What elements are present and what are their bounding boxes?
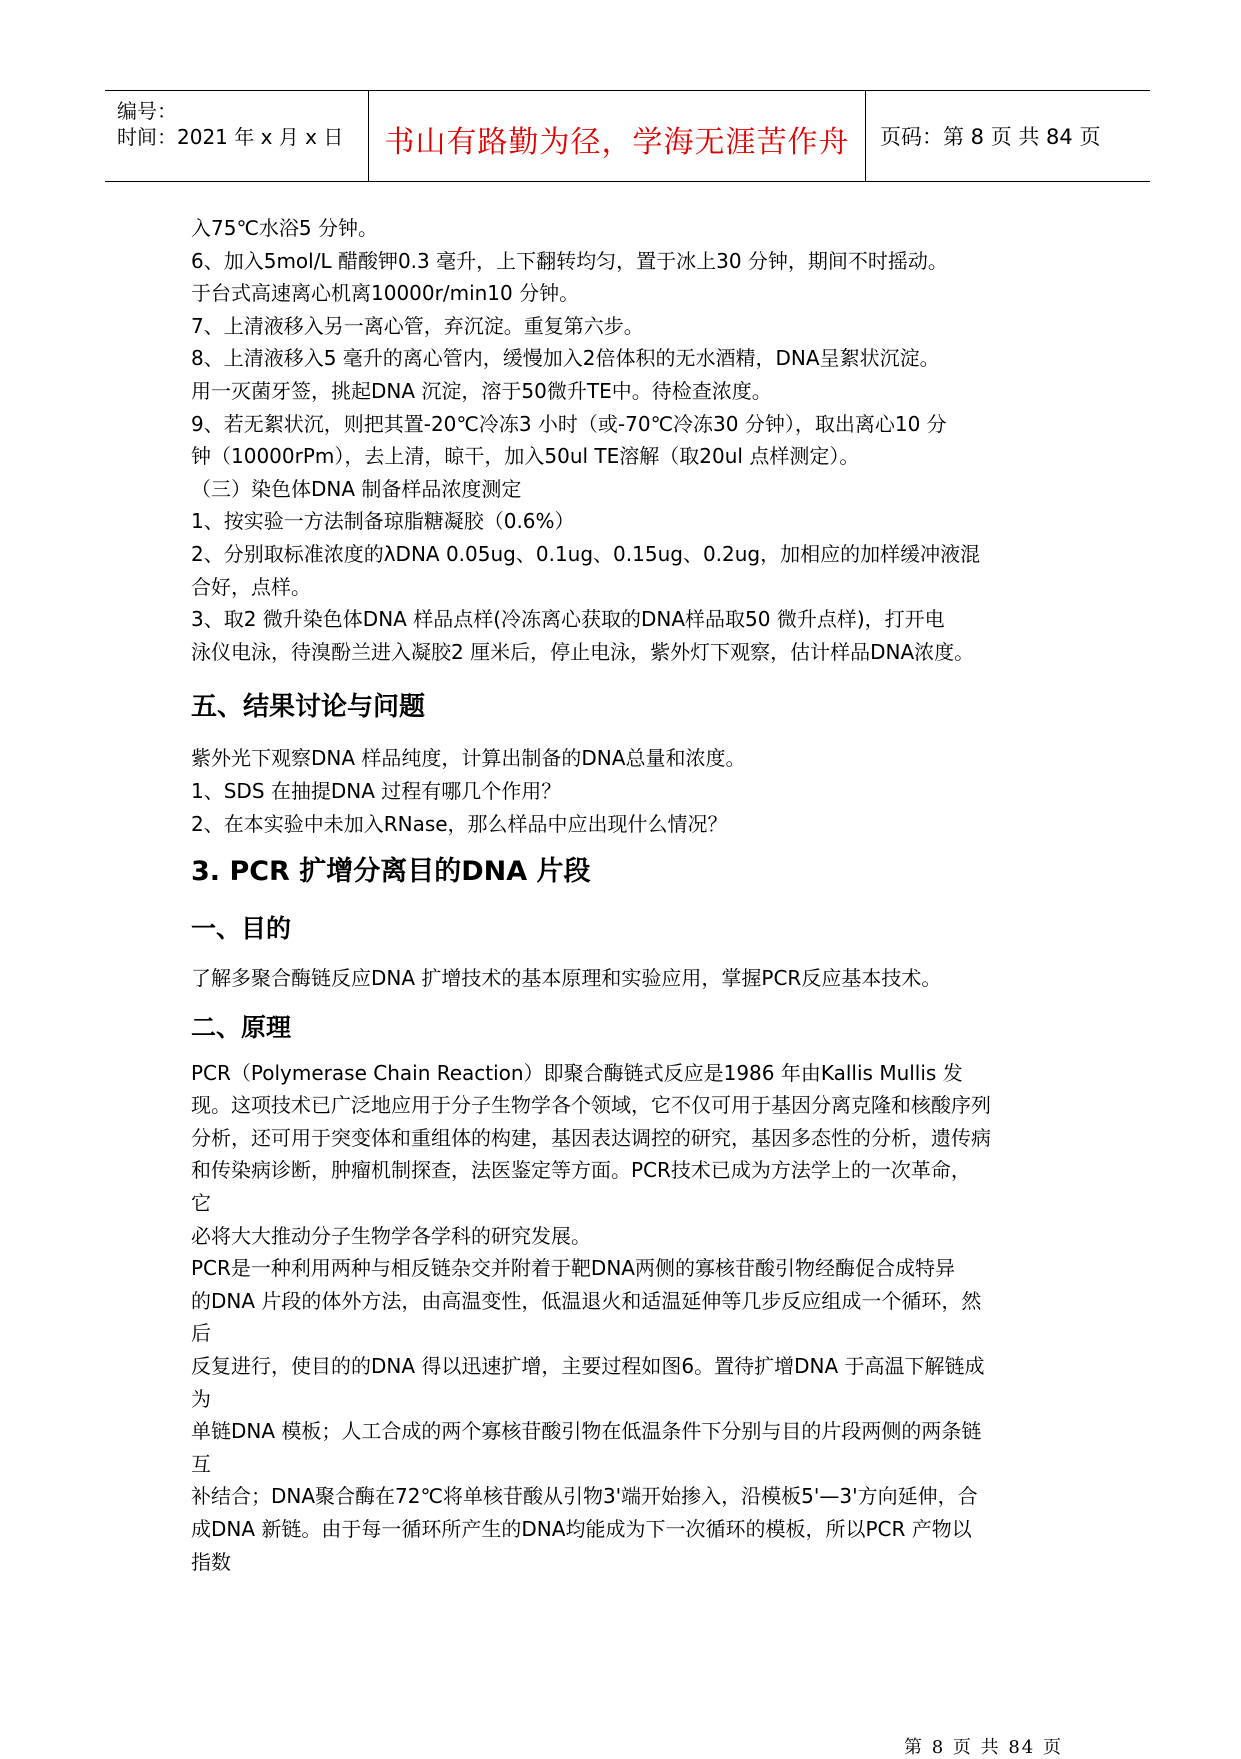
heading-principle: 二、原理 xyxy=(191,1012,292,1042)
page-header xyxy=(105,90,1150,182)
text-line: 1、按实验一方法制备琼脂糖凝胶（0.6%） xyxy=(191,509,575,534)
text-line: 2、在本实验中未加入RNase，那么样品中应出现什么情况？ xyxy=(191,811,728,836)
text-line: 的DNA 片段的体外方法，由高温变性，低温退火和适温延伸等几步反应组成一个循环，然 xyxy=(191,1288,982,1313)
text-line: 必将大大推动分子生物学各学科的研究发展。 xyxy=(191,1223,591,1248)
text-line: 8、上清液移入5 毫升的离心管内，缓慢加入2倍体积的无水酒精，DNA呈絮状沉淀。 xyxy=(191,346,940,371)
paragraph-block-top xyxy=(191,212,1061,668)
text-line: 入75℃水浴5 分钟。 xyxy=(191,216,378,240)
text-line: 9、若无絮状沉，则把其置-20℃冷冻3 小时（或-70℃冷冻30 分钟），取出离心10 分 xyxy=(191,411,947,436)
text-line: 反复进行，使目的的DNA 得以迅速扩增，主要过程如图6。置待扩增DNA 于高温下解链成 xyxy=(191,1354,985,1379)
text-line: 指数 xyxy=(191,1549,231,1574)
text-line: 于台式高速离心机离10000r/min10 分钟。 xyxy=(191,281,580,306)
text-line: 7、上清液移入另一离心管，弃沉淀。重复第六步。 xyxy=(191,313,644,338)
text-line: 3、取2 微升染色体DNA 样品点样(冷冻离心获取的DNA样品取50 微升点样)，打开电 xyxy=(191,607,945,632)
text-line: 它 xyxy=(191,1191,211,1216)
motto-text: 书山有路勤为径，学海无涯苦作舟 xyxy=(384,125,850,160)
paragraph-block-principle xyxy=(191,1057,1061,1579)
text-line: 成DNA 新链。由于每一循环所产生的DNA均能成为下一次循环的模板，所以PCR 产物以 xyxy=(191,1517,972,1541)
heading-goal: 一、目的 xyxy=(191,914,292,944)
text-line: （三）染色体DNA 制备样品浓度测定 xyxy=(191,476,522,501)
text-line: 1、SDS 在抽提DNA 过程有哪几个作用？ xyxy=(191,778,562,803)
text-line: 合好，点样。 xyxy=(191,574,311,599)
section-title: 3. PCR 扩增分离目的DNA 片段 xyxy=(191,856,591,888)
paragraph-block-goal xyxy=(191,962,1061,995)
text-line: PCR是一种利用两种与相反链杂交并附着于靶DNA两侧的寡核苷酸引物经酶促合成特异 xyxy=(191,1256,955,1281)
text-line: 补结合；DNA聚合酶在72℃将单核苷酸从引物3'端开始掺入，沿模板5'—3'方向延伸，合 xyxy=(191,1484,978,1509)
text-line: 钟（10000rPm），去上清，晾干，加入50ul TE溶解（取20ul 点样测定）。 xyxy=(191,444,860,469)
heading-results-discussion: 五、结果讨论与问题 xyxy=(191,692,426,723)
time-label: 时间：2021 年 x 月 x 日 xyxy=(117,125,344,149)
text-line: 和传染病诊断，肿瘤机制探查，法医鉴定等方面。PCR技术已成为方法学上的一次革命， xyxy=(191,1158,971,1183)
text-line: 为 xyxy=(191,1386,211,1411)
text-line: 用一灭菌牙签，挑起DNA 沉淀，溶于50微升TE中。待检查浓度。 xyxy=(191,378,772,403)
header-meta-cell xyxy=(105,91,369,181)
text-line: 泳仪电泳，待溴酚兰进入凝胶2 厘米后，停止电泳，紫外灯下观察，估计样品DNA浓度。 xyxy=(191,639,975,664)
text-line: 2、分别取标准浓度的λDNA 0.05ug、0.1ug、0.15ug、0.2ug，加相应的加样缓冲液混 xyxy=(191,541,981,566)
text-line: 后 xyxy=(191,1321,211,1346)
text-line: 单链DNA 模板；人工合成的两个寡核苷酸引物在低温条件下分别与目的片段两侧的两条链 xyxy=(191,1419,982,1444)
text-line: 现。这项技术已广泛地应用于分子生物学各个领域，它不仅可用于基因分离克隆和核酸序列 xyxy=(191,1093,991,1118)
text-line: 分析，还可用于突变体和重组体的构建，基因表达调控的研究，基因多态性的分析，遗传病 xyxy=(191,1125,991,1150)
text-line: PCR（Polymerase Chain Reaction）即聚合酶链式反应是1986 年由Kallis Mullis 发 xyxy=(191,1060,963,1085)
text-line: 6、加入5mol/L 醋酸钾0.3 毫升，上下翻转均匀，置于冰上30 分钟，期间不时摇动。 xyxy=(191,248,948,273)
page-info: 页码：第 8 页 共 84 页 xyxy=(880,125,1101,149)
header-motto-cell xyxy=(369,91,866,181)
paragraph-block-results xyxy=(191,742,1061,840)
text-line: 了解多聚合酶链反应DNA 扩增技术的基本原理和实验应用，掌握PCR反应基本技术。 xyxy=(191,966,942,991)
number-label: 编号： xyxy=(117,99,177,123)
page-footer: 第 8 页 共 84 页 xyxy=(904,1737,1063,1758)
text-line: 紫外光下观察DNA 样品纯度，计算出制备的DNA总量和浓度。 xyxy=(191,746,746,771)
document-body xyxy=(191,212,1061,1578)
header-page-cell xyxy=(866,91,1150,181)
text-line: 互 xyxy=(191,1451,211,1476)
